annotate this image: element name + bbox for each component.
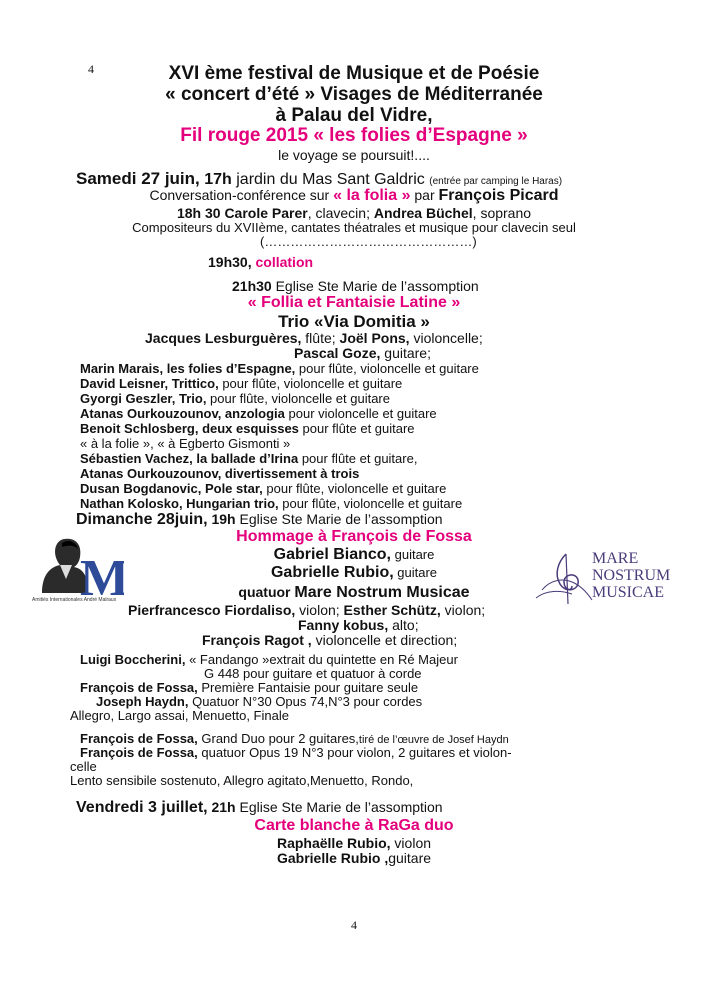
- clavecin-time: 18h 30: [176, 205, 221, 221]
- samedi-place: jardin du Mas Sant Galdric: [236, 171, 425, 188]
- member-kobus: Fanny kobus,: [298, 617, 389, 633]
- dimanche-program-3b: Allegro, Largo assai, Menuetto, Finale: [70, 708, 289, 723]
- member-lesburgueres: Jacques Lesburguères,: [145, 330, 302, 346]
- dimanche-program-1: [80, 652, 458, 667]
- program-piece: Dusan Bogdanovic, Pole star,: [80, 481, 263, 496]
- samedi-program: [80, 361, 479, 511]
- artist-gabriel-bianco: Gabriel Bianco,: [273, 546, 391, 563]
- program-item: [80, 391, 479, 406]
- conference-speaker: François Picard: [438, 187, 559, 204]
- artist-gabrielle-rubio: Gabrielle Rubio,: [270, 564, 394, 581]
- program-instruments: pour violoncelle et guitare: [284, 406, 437, 421]
- composers-line: Compositeurs du XVIIème, cantates théatrales et musique pour clavecin seul: [132, 220, 576, 235]
- dimanche-program-2: [80, 680, 418, 695]
- role-flute: flûte;: [301, 330, 336, 346]
- page-number-top: 4: [88, 62, 94, 76]
- artist-gabrielle-rubio: Gabrielle Rubio ,: [276, 850, 389, 866]
- piece-fandango: « Fandango »extrait du quintette en Ré Majeur: [185, 652, 458, 667]
- role-violon: violon;: [295, 602, 340, 618]
- program-piece: Gyorgi Geszler, Trio,: [80, 391, 207, 406]
- program-instruments: pour flûte, violoncelle et guitare: [206, 391, 390, 406]
- program-item: [80, 406, 479, 421]
- role-guitare: guitare: [393, 565, 438, 580]
- piece-fantaisie: Première Fantaisie pour guitare seule: [197, 680, 419, 695]
- page-number-bottom: 4: [351, 918, 357, 932]
- role-soprano: , soprano: [472, 205, 532, 221]
- program-item: [80, 451, 479, 466]
- quatuor-line: [0, 584, 708, 602]
- concert2-place: Eglise Ste Marie de l’assomption: [275, 278, 479, 294]
- artist-raphaelle-rubio: Raphaëlle Rubio,: [276, 835, 391, 851]
- role-guitare: guitare;: [380, 345, 431, 361]
- logo-word-nostrum: NOSTRUM: [592, 567, 671, 584]
- program-instruments: pour flûte, violoncelle et guitare: [262, 481, 447, 496]
- piece-quatuor-19: quatuor Opus 19 N°3 pour violon, 2 guitares et violon-: [197, 745, 512, 760]
- program-instruments: « à la folie », « à Egberto Gismonti »: [80, 436, 291, 451]
- program-instruments: pour flûte et guitare,: [298, 451, 418, 466]
- piece-grand-duo-note: tiré de l’œuvre de Josef Haydn: [358, 734, 509, 746]
- program-item: [80, 466, 479, 481]
- composer-fossa: François de Fossa,: [80, 680, 198, 695]
- program-item: [80, 376, 479, 391]
- composer-haydn: Joseph Haydn,: [96, 694, 189, 709]
- composer-boccherini: Luigi Boccherini,: [80, 652, 186, 667]
- program-item: [80, 436, 479, 451]
- clavecin-line: [0, 205, 708, 221]
- program-instruments: pour flûte, violoncelle et guitare: [278, 496, 463, 511]
- dimanche-heading: [76, 511, 443, 529]
- svg-text:M: M: [80, 550, 124, 597]
- program-item: [80, 421, 479, 436]
- samedi-heading: [76, 169, 562, 189]
- member-ragot: François Ragot ,: [202, 632, 312, 648]
- trio-name: Trio «Via Domitia »: [278, 312, 430, 331]
- dimanche-time: 19h: [211, 511, 236, 527]
- program-item: [80, 496, 479, 511]
- member-pons: Joël Pons,: [339, 330, 410, 346]
- quatuor-members-line3: [202, 632, 457, 648]
- collation-line: [208, 254, 313, 270]
- collation-time: 19h30,: [208, 254, 252, 270]
- location-title: à Palau del Vidre,: [275, 105, 433, 126]
- dimanche-program-5c: Lento sensibile sostenuto, Allegro agitato,Menuetto, Rondo,: [70, 773, 414, 788]
- role-guitare: guitare: [388, 850, 432, 866]
- malraux-caption: Amitiés Internationales André Malraux: [32, 597, 117, 603]
- member-schutz: Esther Schütz,: [343, 602, 441, 618]
- trio-members-line1: [145, 330, 483, 346]
- role-violon: violon;: [440, 602, 486, 618]
- quatuor-members-line1: [128, 602, 485, 618]
- member-goze: Pascal Goze,: [294, 345, 381, 361]
- logo-word-musicae: MUSICAE: [592, 584, 665, 601]
- piece-quatuor-30: Quatuor N°30 Opus 74,N°3 pour cordes: [188, 694, 423, 709]
- dimanche-program-5b: celle: [70, 759, 97, 774]
- program-instruments: pour flûte et guitare: [298, 421, 415, 436]
- concert-subtitle: « concert d’été » Visages de Méditerranée: [165, 84, 543, 105]
- logo-word-mare: MARE: [592, 550, 639, 567]
- dimanche-program-3: [96, 694, 422, 709]
- dimanche-program-1b: G 448 pour guitare et quatuor à corde: [204, 666, 422, 681]
- program-piece: Sébastien Vachez, la ballade d’Irina: [80, 451, 299, 466]
- trio-members-line2: [294, 345, 431, 361]
- quatuor-name: Mare Nostrum Musicae: [294, 584, 470, 601]
- program-piece: Benoit Schlosberg, deux esquisses: [80, 421, 299, 436]
- conference-line: [0, 187, 708, 205]
- vendredi-title: Carte blanche à RaGa duo: [254, 817, 454, 834]
- concert2-time-place: [232, 278, 479, 294]
- program-piece: Nathan Kolosko, Hungarian trio,: [80, 496, 279, 511]
- composer-fossa: François de Fossa,: [80, 745, 198, 760]
- concert2-time: 21h30: [232, 278, 272, 294]
- piece-grand-duo: Grand Duo pour 2 guitares,: [197, 731, 359, 746]
- program-item: [80, 361, 479, 376]
- program-instruments: pour flûte, violoncelle et guitare: [295, 361, 479, 376]
- tagline: le voyage se poursuit!....: [278, 147, 430, 163]
- dimanche-program-5: [80, 745, 512, 760]
- composer-fossa: François de Fossa,: [80, 731, 198, 746]
- role-guitare: guitare: [391, 547, 435, 562]
- role-violon: violon: [390, 835, 432, 851]
- samedi-note: (entrée par camping le Haras): [429, 176, 563, 187]
- member-fiordaliso: Pierfrancesco Fiordaliso,: [128, 602, 296, 618]
- quatuor-members-line2: [298, 617, 419, 633]
- program-piece: Atanas Ourkouzounov, divertissement à trois: [80, 466, 360, 481]
- program-piece: Atanas Ourkouzounov, anzologia: [80, 406, 285, 421]
- samedi-day: Samedi 27 juin,: [76, 169, 200, 188]
- concert2-title: « Follia et Fantaisie Latine »: [247, 294, 461, 311]
- dimanche-place: Eglise Ste Marie de l’assomption: [239, 511, 443, 527]
- vendredi-heading: [76, 799, 443, 817]
- program-instruments: pour flûte, violoncelle et guitare: [218, 376, 403, 391]
- artist-andrea-buchel: Andrea Büchel: [373, 205, 473, 221]
- collation-label: collation: [255, 254, 314, 270]
- dimanche-day: Dimanche 28juin,: [76, 511, 208, 528]
- conference-prefix: Conversation-conférence sur: [149, 187, 330, 203]
- role-clavecin: , clavecin;: [307, 205, 370, 221]
- dimanche-title: Hommage à François de Fossa: [236, 528, 472, 545]
- quatuor-prefix: quatuor: [238, 584, 291, 600]
- festival-title: XVI ème festival de Musique et de Poésie: [168, 63, 540, 84]
- program-item: [80, 481, 479, 496]
- vendredi-artist2: [0, 850, 708, 866]
- role-violoncelle: violoncelle;: [409, 330, 483, 346]
- program-piece: David Leisner, Trittico,: [80, 376, 219, 391]
- vendredi-artist1: [0, 835, 708, 851]
- vendredi-time: 21h: [211, 799, 236, 815]
- role-alto: alto;: [388, 617, 419, 633]
- vendredi-day: Vendredi 3 juillet,: [76, 799, 208, 816]
- conference-par: par: [414, 187, 435, 203]
- program-piece: Marin Marais, les folies d’Espagne,: [80, 361, 296, 376]
- conference-title: « la folia »: [333, 187, 411, 204]
- vendredi-place: Eglise Ste Marie de l’assomption: [239, 799, 443, 815]
- role-violoncelle-direction: violoncelle et direction;: [311, 632, 458, 648]
- placeholder-dots: (…………………………………………): [260, 234, 477, 249]
- artist-carole-parer: Carole Parer: [224, 205, 308, 221]
- samedi-time: 17h: [204, 171, 232, 188]
- theme-title: Fil rouge 2015 « les folies d’Espagne »: [180, 125, 528, 146]
